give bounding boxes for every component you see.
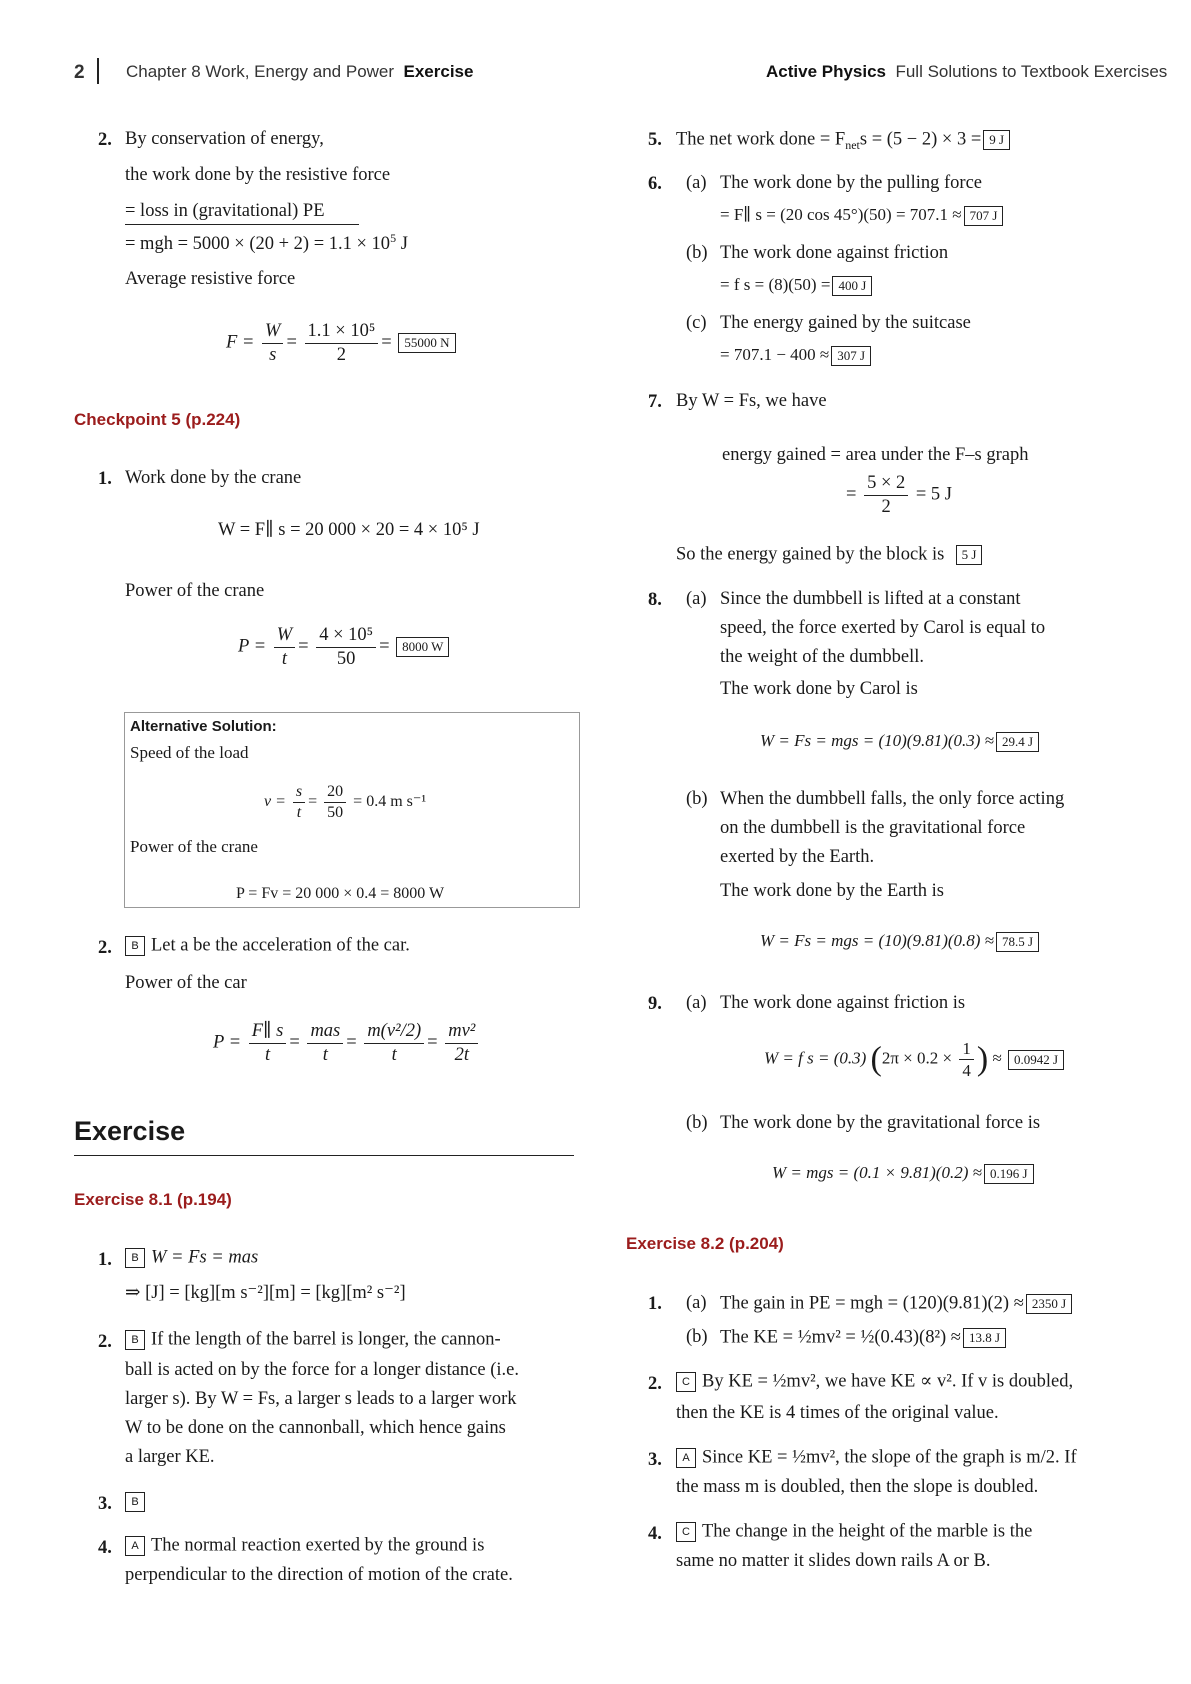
- checkpoint-heading: Checkpoint 5 (p.224): [74, 410, 241, 429]
- f3-line1: [676, 1448, 1077, 1468]
- f3-answer-box: A: [676, 1448, 696, 1468]
- c1-answer: 8000 W: [396, 637, 449, 657]
- q5-subscript: net: [845, 137, 860, 152]
- header-chapter: [126, 62, 473, 82]
- c1-numerator: 4 × 10⁵: [316, 626, 376, 648]
- q8a-line2: speed, the force exerted by Carol is equal to: [720, 618, 1046, 638]
- alt-line1: Speed of the load: [130, 743, 249, 762]
- alt-denominator: 50: [327, 804, 344, 821]
- c1-power-equation: P = $\frac{W}{t}$ = $\frac{\text{4 × 10⁵}}{50}$ = 8000 W: [238, 626, 451, 668]
- e1-line1: [125, 1248, 258, 1268]
- q9a-equation: W = f s = (0.3) (2π × 0.2 × $\frac{1}{4}$ ) ≈ 0.0942 J: [764, 1040, 1066, 1079]
- q6c-eq: = 707.1 − 400 ≈: [720, 345, 830, 364]
- e4-line1-text: The normal reaction exerted by the ground is: [151, 1535, 485, 1556]
- q9a-eq-part1: W = f s = (0.3): [764, 1048, 867, 1068]
- q9a-answer: 0.0942 J: [1008, 1050, 1064, 1070]
- f4-line2: same no matter it slides down rails A or B.: [676, 1551, 991, 1571]
- c2-P: P =: [213, 1032, 242, 1053]
- e3-number: 3.: [98, 1494, 112, 1514]
- e4-answer-box: A: [125, 1536, 145, 1556]
- q5-line: [676, 130, 1012, 151]
- q2-F: F =: [226, 332, 255, 353]
- q7-line2: energy gained = area under the F–s graph: [722, 445, 1029, 465]
- c1-W: W: [276, 625, 293, 645]
- book-title: Active Physics: [766, 62, 887, 81]
- q8b-eq: W = Fs = mgs = (10)(9.81)(0.8) ≈: [760, 931, 995, 950]
- q8a-line1: Since the dumbbell is lifted at a constant: [720, 589, 1021, 609]
- q9a-label: (a): [686, 993, 707, 1013]
- q2-line4-text: = mgh = 5000 × (20 + 2) = 1.1 × 10: [125, 234, 391, 255]
- f4-line1-text: The change in the height of the marble is the: [702, 1521, 1033, 1542]
- e2-answer-box: B: [125, 1330, 145, 1350]
- alt-title: Alternative Solution:: [130, 718, 277, 735]
- q5-answer: 9 J: [983, 130, 1010, 150]
- c2-frac3-den: t: [391, 1044, 397, 1065]
- f4-number: 4.: [648, 1524, 662, 1544]
- c2-line2: Power of the car: [125, 973, 247, 993]
- header-book: [766, 62, 1167, 82]
- e2-line5: a larger KE.: [125, 1447, 215, 1467]
- e4-line2: perpendicular to the direction of motion of the crate.: [125, 1565, 513, 1585]
- q6b-eq: = f s = (8)(50) =: [720, 275, 831, 294]
- q8b-line3: exerted by the Earth.: [720, 847, 875, 867]
- c2-line1-text: Let a be the acceleration of the car.: [151, 935, 410, 956]
- q6c-answer: 307 J: [831, 346, 871, 366]
- f1a-line: [720, 1294, 1074, 1314]
- c2-frac2-den: t: [322, 1044, 328, 1065]
- c2-equation: P = $\frac{F\parallel s}{t}$ = $\frac{\text{mas}}{t}$ = $\frac{\text{m(v²/2)}}{t}$ = $\frac{\text{mv²}}{2t}$: [213, 1022, 481, 1064]
- q6a-line1: The work done by the pulling force: [720, 173, 983, 193]
- page-number: 2: [74, 62, 85, 83]
- q9b-answer: 0.196 J: [984, 1164, 1034, 1184]
- f3-line1-text: Since KE = ½mv², the slope of the graph is m/2. If: [702, 1447, 1077, 1468]
- c1-denominator: 50: [336, 648, 356, 669]
- q6-number: 6.: [648, 174, 662, 194]
- q5-rest: s = (5 − 2) × 3 =: [859, 129, 982, 150]
- q2-number: 2.: [98, 130, 112, 150]
- q2-denominator: 2: [336, 344, 347, 365]
- q9a-eq-part2: 2π × 0.2 ×: [881, 1048, 953, 1068]
- e4-line1: [125, 1536, 484, 1556]
- f2-line2: then the KE is 4 times of the original value.: [676, 1403, 999, 1423]
- e2-line1-text: If the length of the barrel is longer, the cannon-: [151, 1329, 501, 1350]
- q6a-label: (a): [686, 173, 707, 193]
- q2-numerator: 1.1 × 10⁵: [305, 322, 379, 344]
- q9a-numerator: 1: [959, 1040, 974, 1060]
- q6a-line2: [720, 206, 1005, 226]
- q9b-eq: W = mgs = (0.1 × 9.81)(0.2) ≈: [772, 1163, 982, 1182]
- q2-answer: 55000 N: [398, 333, 455, 353]
- q7-numerator: 5 × 2: [864, 474, 908, 496]
- e2-line4: W to be done on the cannonball, which hence gains: [125, 1418, 506, 1438]
- q2-line4: [125, 232, 408, 254]
- q2-underline: [125, 224, 359, 225]
- q2-equation: F = $\frac{W}{s}$ = $\frac{\text{1.1 × 10⁵}}{2}$ = 55000 N: [226, 322, 458, 364]
- c1-number: 1.: [98, 469, 112, 489]
- f1b-text: The KE = ½mv² = ½(0.43)(8²) ≈: [720, 1327, 961, 1348]
- q8b-label: (b): [686, 789, 708, 809]
- c2-frac1-den: t: [264, 1044, 271, 1065]
- q7-number: 7.: [648, 392, 662, 412]
- c2-frac1-num: F∥ s: [251, 1021, 284, 1041]
- q9b-label: (b): [686, 1113, 708, 1133]
- exercise-81-heading: Exercise 8.1 (p.194): [74, 1190, 232, 1209]
- q7-line3: [676, 545, 984, 565]
- header-divider: [97, 58, 99, 84]
- f3-line2: the mass m is doubled, then the slope is doubled.: [676, 1477, 1039, 1497]
- f1b-label: (b): [686, 1327, 708, 1347]
- q7-answer: 5 J: [956, 545, 983, 565]
- exercise-82-heading: Exercise 8.2 (p.204): [626, 1234, 784, 1253]
- q9b-line1: The work done by the gravitational force is: [720, 1113, 1041, 1133]
- q7-equation: = $\frac{5 \times 2}{2}$ = 5 J: [846, 473, 953, 517]
- q8b-answer: 78.5 J: [996, 932, 1039, 952]
- f4-answer-box: C: [676, 1522, 696, 1542]
- chapter-title: Chapter 8 Work, Energy and Power: [126, 62, 395, 81]
- c1-t: t: [281, 648, 287, 669]
- alt-numerator: 20: [324, 784, 346, 803]
- e1-line2: ⇒ [J] = [kg][m s⁻²][m] = [kg][m² s⁻²]: [125, 1283, 406, 1303]
- alt-v: v =: [264, 793, 286, 811]
- q8a-line4: The work done by Carol is: [720, 679, 918, 699]
- q7-denominator: 2: [881, 496, 891, 517]
- e3-answer-box: B: [125, 1492, 145, 1512]
- q2-line3: = loss in (gravitational) PE: [125, 201, 325, 221]
- q8a-eq: W = Fs = mgs = (10)(9.81)(0.3) ≈: [760, 731, 995, 750]
- c2-frac2-num: mas: [310, 1021, 341, 1041]
- q2-line1: By conservation of energy,: [125, 129, 324, 149]
- q8b-line2: on the dumbbell is the gravitational force: [720, 818, 1026, 838]
- f1b-line: [720, 1328, 1008, 1348]
- c1-line2: Power of the crane: [125, 581, 265, 601]
- q9a-paren-close: ): [976, 1040, 989, 1078]
- section-title: Exercise: [403, 62, 474, 81]
- q2-line2: the work done by the resistive force: [125, 165, 391, 185]
- q2-W: W: [265, 321, 281, 341]
- e4-number: 4.: [98, 1538, 112, 1558]
- f1a-label: (a): [686, 1293, 707, 1313]
- f1-number: 1.: [648, 1294, 662, 1314]
- e2-line1: [125, 1330, 501, 1350]
- f3-number: 3.: [648, 1450, 662, 1470]
- alt-line2: Power of the crane: [130, 837, 258, 856]
- q9a-denominator: 4: [962, 1061, 971, 1080]
- f2-answer-box: C: [676, 1372, 696, 1392]
- q8a-line3: the weight of the dumbbell.: [720, 647, 924, 667]
- exercise-heading: Exercise: [74, 1116, 186, 1146]
- f2-line1: [676, 1372, 1073, 1392]
- q2-line4-unit: J: [396, 234, 408, 255]
- q6b-label: (b): [686, 243, 708, 263]
- alt-t: t: [296, 804, 302, 821]
- q9a-paren-open: (: [870, 1040, 882, 1078]
- q6a-answer: 707 J: [964, 206, 1004, 226]
- f2-number: 2.: [648, 1374, 662, 1394]
- q6c-label: (c): [686, 313, 707, 333]
- c2-frac4-den: 2t: [454, 1044, 469, 1065]
- c2-number: 2.: [98, 938, 112, 958]
- c1-equation: W = F∥ s = 20 000 × 20 = 4 × 10⁵ J: [218, 520, 480, 540]
- q8b-line1: When the dumbbell falls, the only force acting: [720, 789, 1065, 809]
- e1-line1-text: W = Fs = mas: [151, 1247, 259, 1268]
- f1b-answer: 13.8 J: [963, 1328, 1006, 1348]
- e2-number: 2.: [98, 1332, 112, 1352]
- q7-line1: By W = Fs, we have: [676, 391, 827, 411]
- f2-line1-text: By KE = ½mv², we have KE ∝ v². If v is doubled,: [702, 1371, 1074, 1392]
- q6c-line2: [720, 346, 873, 366]
- q6b-line2: [720, 276, 874, 296]
- q9-number: 9.: [648, 994, 662, 1014]
- q8a-label: (a): [686, 589, 707, 609]
- e3-line: [125, 1492, 151, 1512]
- e1-answer-box: B: [125, 1248, 145, 1268]
- alt-result: = 0.4 m s⁻¹: [353, 793, 427, 811]
- alt-speed-equation: v = $\frac{s}{t}$ = $\frac{20}{50}$ = 0.4 m s⁻¹: [264, 783, 427, 821]
- q5-number: 5.: [648, 130, 662, 150]
- q2-line5: Average resistive force: [125, 269, 296, 289]
- q2-s: s: [269, 344, 277, 365]
- q8b-line4: The work done by the Earth is: [720, 881, 944, 901]
- q7-result: = 5 J: [915, 484, 953, 505]
- e2-line2: ball is acted on by the force for a longer distance (i.e.: [125, 1360, 519, 1380]
- f1a-answer: 2350 J: [1026, 1294, 1072, 1314]
- q9b-equation: [772, 1164, 1036, 1184]
- q6b-answer: 400 J: [832, 276, 872, 296]
- q7-line3-text: So the energy gained by the block is: [676, 544, 945, 565]
- book-subtitle: Full Solutions to Textbook Exercises: [895, 62, 1168, 81]
- q2-line4-exp: 5: [390, 231, 397, 245]
- c1-P: P =: [238, 636, 267, 657]
- q8a-answer: 29.4 J: [996, 732, 1039, 752]
- q6b-line1: The work done against friction: [720, 243, 949, 263]
- q5-text: The net work done = F: [676, 129, 846, 150]
- f4-line1: [676, 1522, 1032, 1542]
- q6c-line1: The energy gained by the suitcase: [720, 313, 971, 333]
- q8-number: 8.: [648, 590, 662, 610]
- q6a-eq: = F∥ s = (20 cos 45°)(50) = 707.1 ≈: [720, 205, 962, 224]
- c2-line1: [125, 936, 410, 956]
- c2-frac3-num: m(v²/2): [367, 1021, 422, 1041]
- q8b-equation: [760, 932, 1041, 952]
- q8a-equation: [760, 732, 1041, 752]
- f1a-text: The gain in PE = mgh = (120)(9.81)(2) ≈: [720, 1293, 1024, 1314]
- q9a-line1: The work done against friction is: [720, 993, 966, 1013]
- e1-number: 1.: [98, 1250, 112, 1270]
- c2-frac4-num: mv²: [448, 1021, 476, 1041]
- c2-answer-box: B: [125, 936, 145, 956]
- alt-power-equation: P = Fv = 20 000 × 0.4 = 8000 W: [236, 885, 445, 902]
- alt-s: s: [295, 783, 303, 800]
- c1-line1: Work done by the crane: [125, 468, 302, 488]
- exercise-rule: [74, 1155, 574, 1156]
- e2-line3: larger s). By W = Fs, a larger s leads to a larger work: [125, 1389, 517, 1409]
